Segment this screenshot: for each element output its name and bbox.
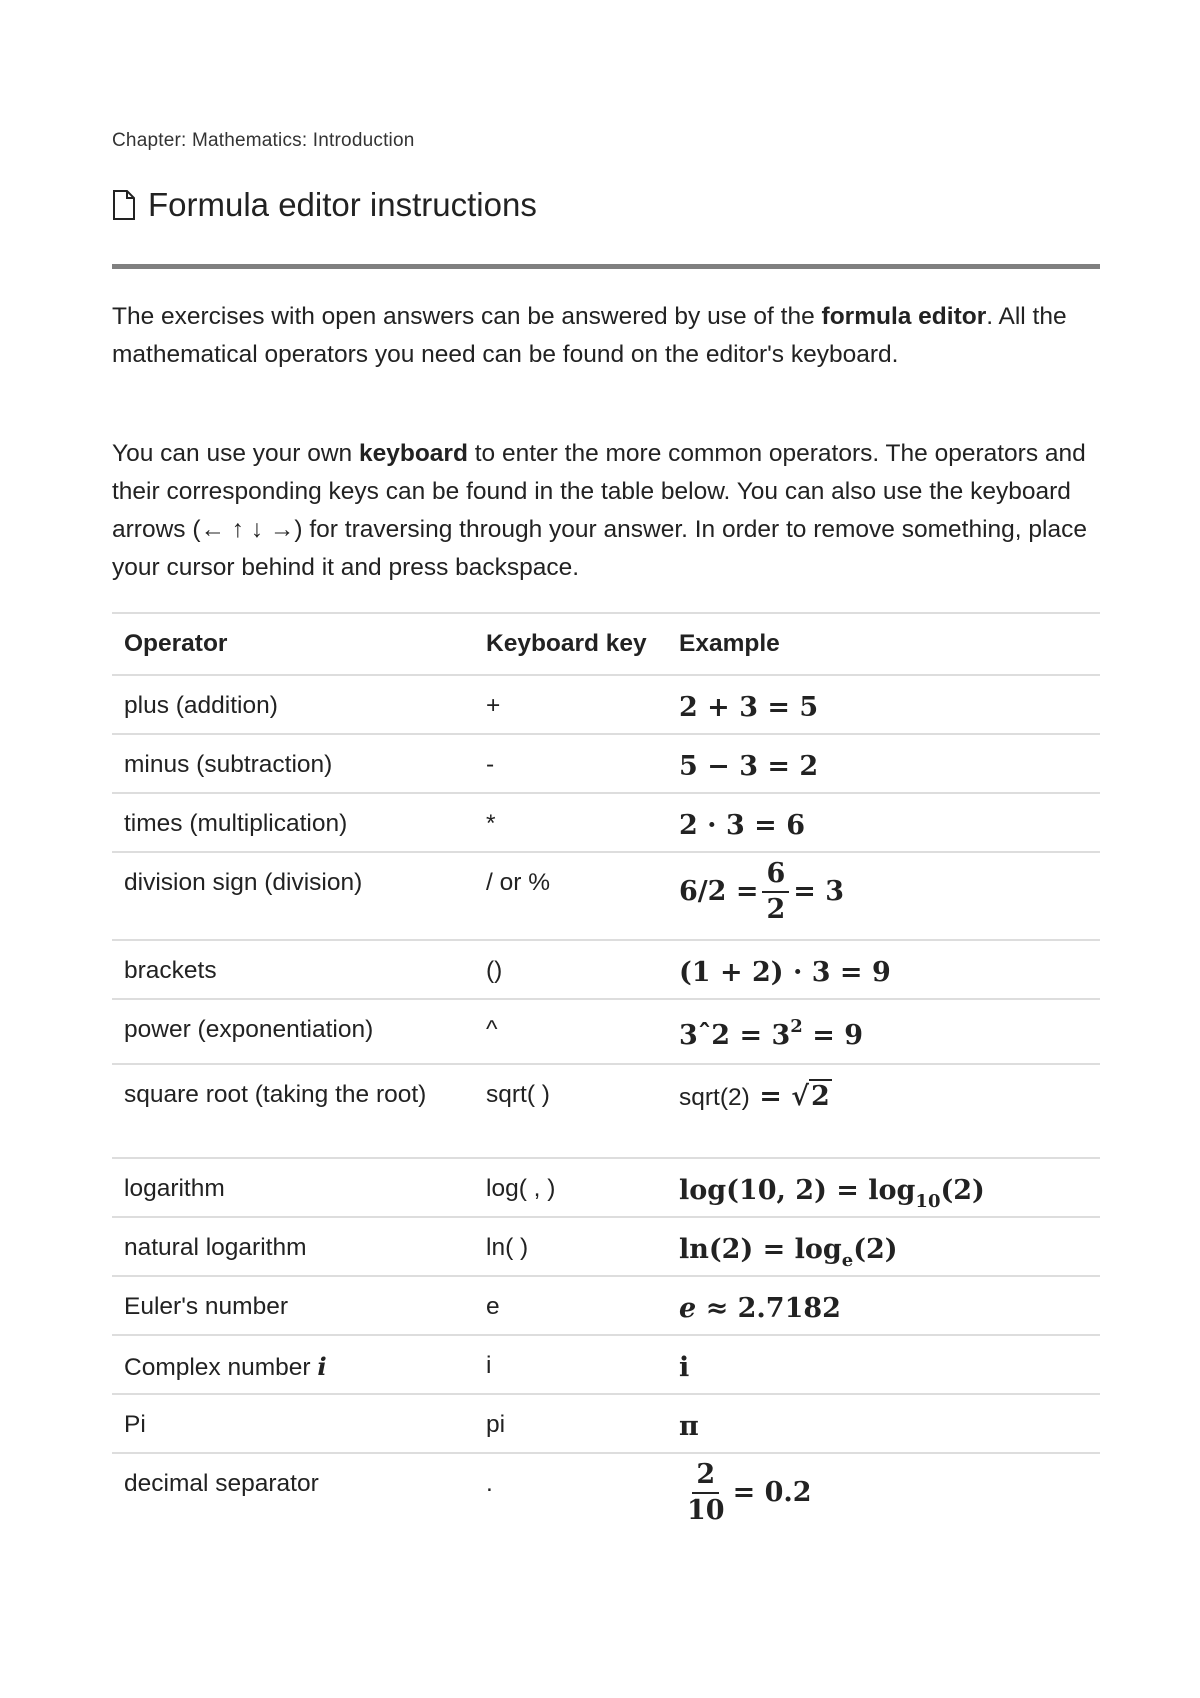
table-row: square root (taking the root) sqrt( ) sqrt(2) = √2	[112, 1064, 1100, 1158]
document-icon	[112, 190, 136, 220]
table-row: brackets () (1 + 2) · 3 = 9	[112, 940, 1100, 999]
square-root-icon: √	[791, 1081, 809, 1112]
header-keyboard-key: Keyboard key	[462, 613, 667, 675]
table-row: power (exponentiation) ^ 3ˆ2 = $3^2 = 9$	[112, 999, 1100, 1064]
math-example: (1 + 2) · 3 = 9	[679, 957, 891, 988]
header-example: Example	[667, 613, 1100, 675]
table-row: Pi pi π	[112, 1394, 1100, 1453]
fraction: $\frac{6}{2}$	[762, 859, 789, 925]
intro-paragraph-2: You can use your own keyboard to enter the more common operators. The operators and their corresponding keys can be found in the table below. You can also use the keyboard arrows (← ↑ ↓ →) for traversing through your answer. In order to remove something, place your cursor behind it and press backspace.	[112, 440, 1087, 581]
table-row: minus (subtraction) - 5 − 3 = 2	[112, 734, 1100, 793]
math-example: log(10, $2) = \log_{10}(2)$	[679, 1175, 985, 1212]
table-row: logarithm log( , ) log(10, $2) = \log_{10}(2)$	[112, 1158, 1100, 1217]
page-title: Formula editor instructions	[148, 186, 537, 223]
math-example: 2 · 3 = 6	[679, 810, 805, 841]
title-row	[112, 186, 537, 224]
math-example: sqrt(2) = √2	[679, 1081, 830, 1112]
fraction: $\frac{2}{10}$	[687, 1459, 725, 1526]
table-row: division sign (division) / or % 6/2 = $\frac{6}{2}$ = 3	[112, 852, 1100, 940]
math-example: 6/2 = $\frac{6}{2}$ = 3	[679, 858, 845, 925]
header-operator: Operator	[112, 613, 462, 675]
table-row: Complex number i i i	[112, 1335, 1100, 1394]
formula-editor-term: formula editor	[821, 303, 987, 330]
math-example: $\frac{2}{10}$ = 0.2	[679, 1477, 812, 1508]
table-row: decimal separator . $\frac{2}{10}$ = 0.2	[112, 1453, 1100, 1543]
math-example: i	[679, 1352, 690, 1383]
math-example: 3ˆ2 = $3^2 = 9$	[679, 1016, 864, 1051]
math-example: $\ln(2) = \log_e(2)$	[679, 1234, 898, 1271]
math-example: π	[679, 1411, 699, 1442]
chapter-breadcrumb: Chapter: Mathematics: Introduction	[112, 130, 415, 151]
table-header-row	[112, 613, 1100, 675]
operators-table	[112, 612, 1100, 1543]
table-row: Euler's number e e ≈ 2.7182	[112, 1276, 1100, 1335]
math-example: 2 + 3 = 5	[679, 692, 819, 723]
table-row: plus (addition) + 2 + 3 = 5	[112, 675, 1100, 734]
keyboard-term: keyboard	[359, 440, 468, 467]
intro-paragraph-1: The exercises with open answers can be answered by use of the formula editor. All the mathematical operators you need can be found on the editor's keyboard.	[112, 303, 1067, 368]
table-row: natural logarithm ln( ) $\ln(2) = \log_e(2)$	[112, 1217, 1100, 1276]
table-row: times (multiplication) * 2 · 3 = 6	[112, 793, 1100, 852]
math-example: 5 − 3 = 2	[679, 751, 819, 782]
title-divider	[112, 264, 1100, 269]
math-example: e ≈ 2.7182	[679, 1293, 841, 1324]
